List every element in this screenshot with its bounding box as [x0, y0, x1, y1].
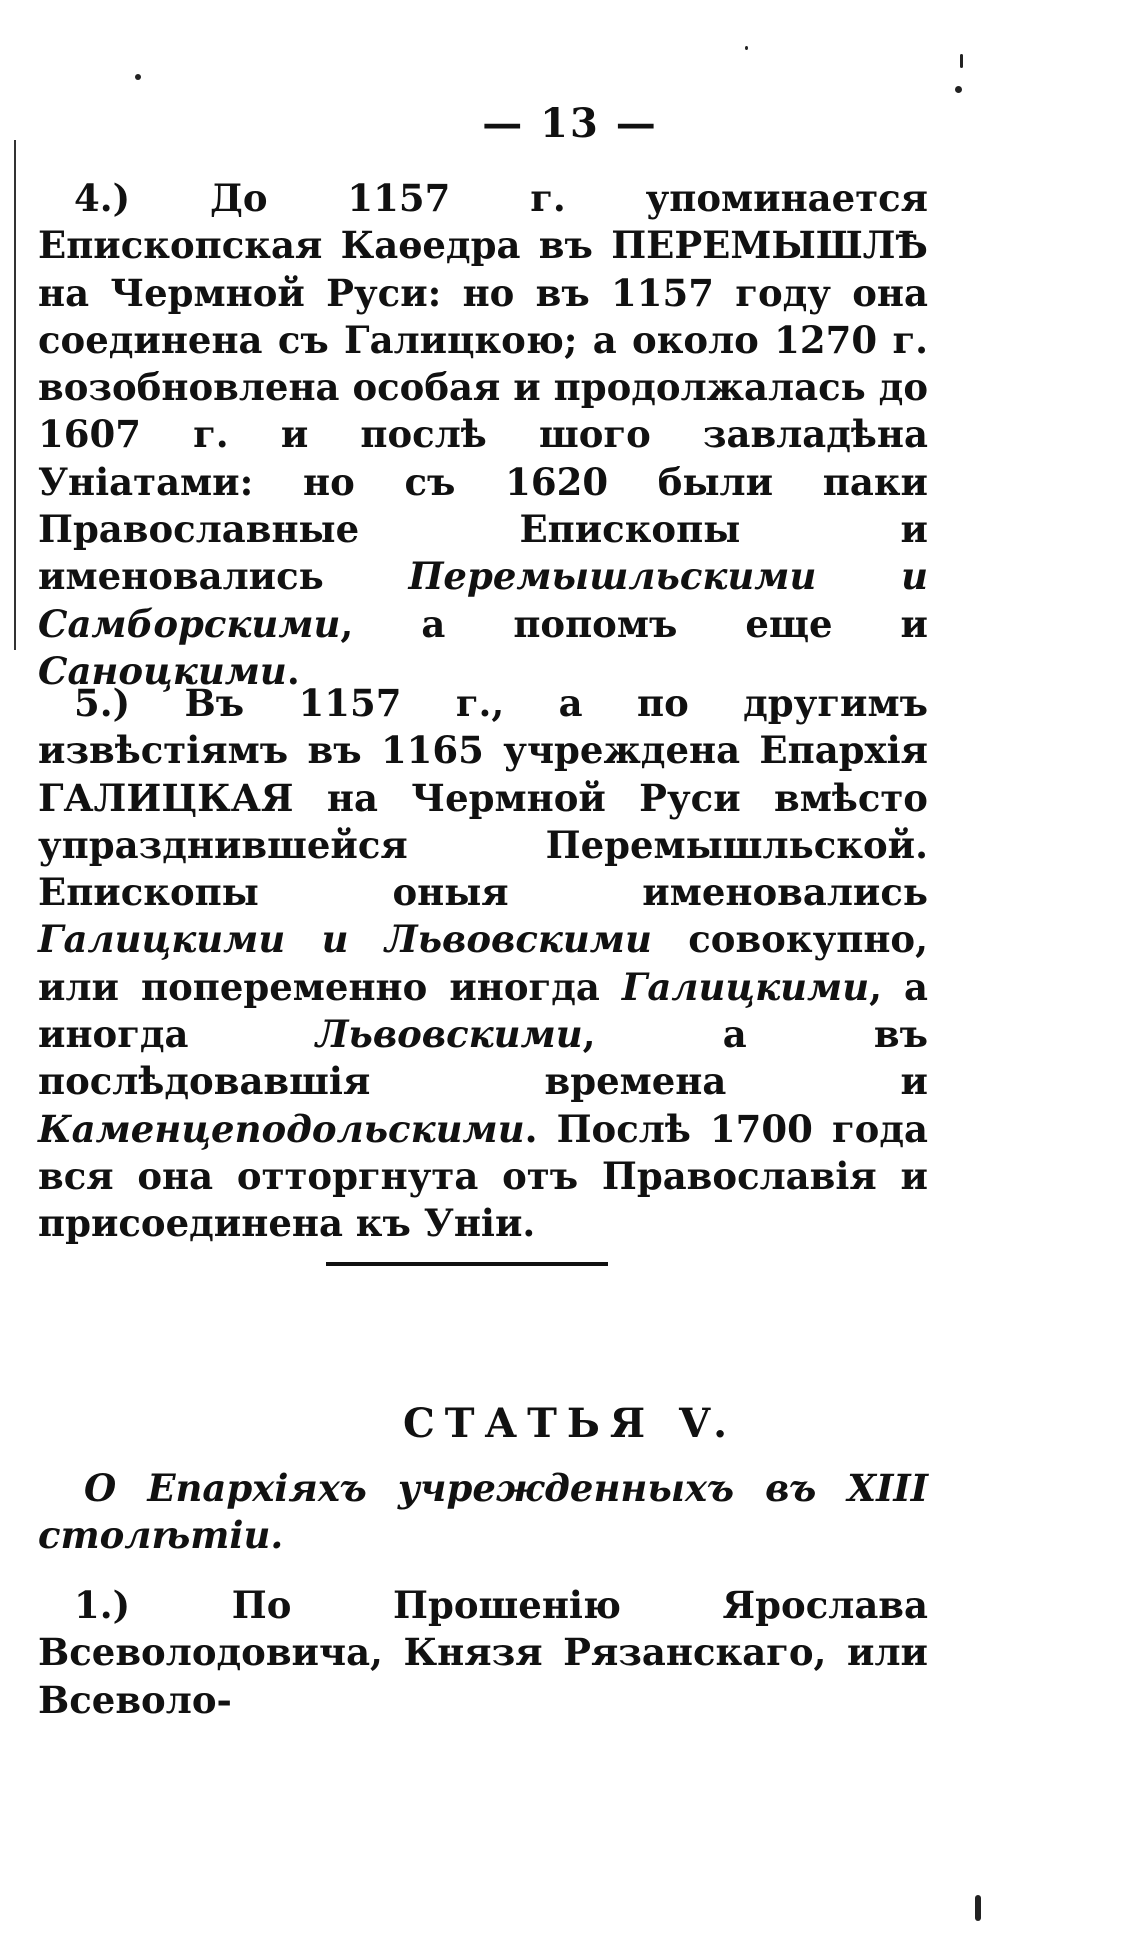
paragraph-number: 1.)	[74, 1583, 131, 1627]
paragraph-text: . Послѣ 1700 года вся она отторгнута отъ Православія и присоединена къ Уніи.	[38, 1106, 928, 1246]
section-subtitle	[38, 1465, 928, 1559]
paragraph-text: .	[286, 648, 300, 693]
section-divider	[326, 1262, 608, 1266]
italic-term: Галицкими и Львовскими	[38, 917, 652, 962]
italic-term: Львовскими	[315, 1012, 583, 1057]
paragraph-4	[38, 175, 928, 695]
italic-term: Галицкими	[621, 964, 870, 1009]
paragraph-number: 5.)	[74, 681, 131, 725]
paragraph-text: , а въ послѣдовавшія времена и	[38, 1012, 928, 1104]
paragraph-text: , а иногда	[38, 964, 928, 1057]
subtitle-text: О Епархіяхъ учрежденныхъ въ XIII столѣтіи.	[38, 1466, 928, 1557]
paragraph-text: , а попомъ еще и	[340, 601, 928, 646]
paragraph-text: По Прошенію Ярослава Всеволодовича, Князя Рязанскаго, или Всеволо-	[38, 1583, 928, 1722]
print-speck	[135, 74, 141, 80]
paragraph-number: 4.)	[74, 176, 131, 220]
section-heading: СТАТЬЯ V.	[402, 1400, 738, 1447]
paragraph-1	[38, 1582, 928, 1724]
print-speck	[960, 54, 963, 68]
italic-term: Перемышльскими и Самборскими	[38, 554, 928, 646]
paragraph-text: До 1157 г. упоминается Епископская Каѳедра въ ПЕРЕМЫШЛѢ на Чермной Руси: но въ 1157 году она соединена съ Галицкою; а около 1270 г. возобновлена особая и продолжалась до 1607 г. и послѣ шого завладѣна Уніатами: но съ 1620 были паки Православные Епископы и именовались	[38, 176, 928, 599]
italic-term: Каменцеподольскими	[38, 1106, 525, 1151]
print-speck	[975, 1895, 981, 1921]
paragraph-5	[38, 680, 928, 1248]
paragraph-text: совокупно, или попеременно иногда	[38, 917, 928, 1009]
paragraph-text: Въ 1157 г., а по другимъ извѣстіямъ въ 1165 учреждена Епархія ГАЛИЦКАЯ на Чермной Руси вмѣсто упразднившейся Перемышльской. Епископы оныя именовались	[38, 681, 928, 915]
print-speck	[955, 86, 962, 93]
page-number-header: — 13 —	[482, 100, 658, 147]
italic-term: Саноцкими	[38, 648, 287, 693]
print-speck	[745, 46, 748, 50]
margin-rule	[14, 140, 16, 650]
